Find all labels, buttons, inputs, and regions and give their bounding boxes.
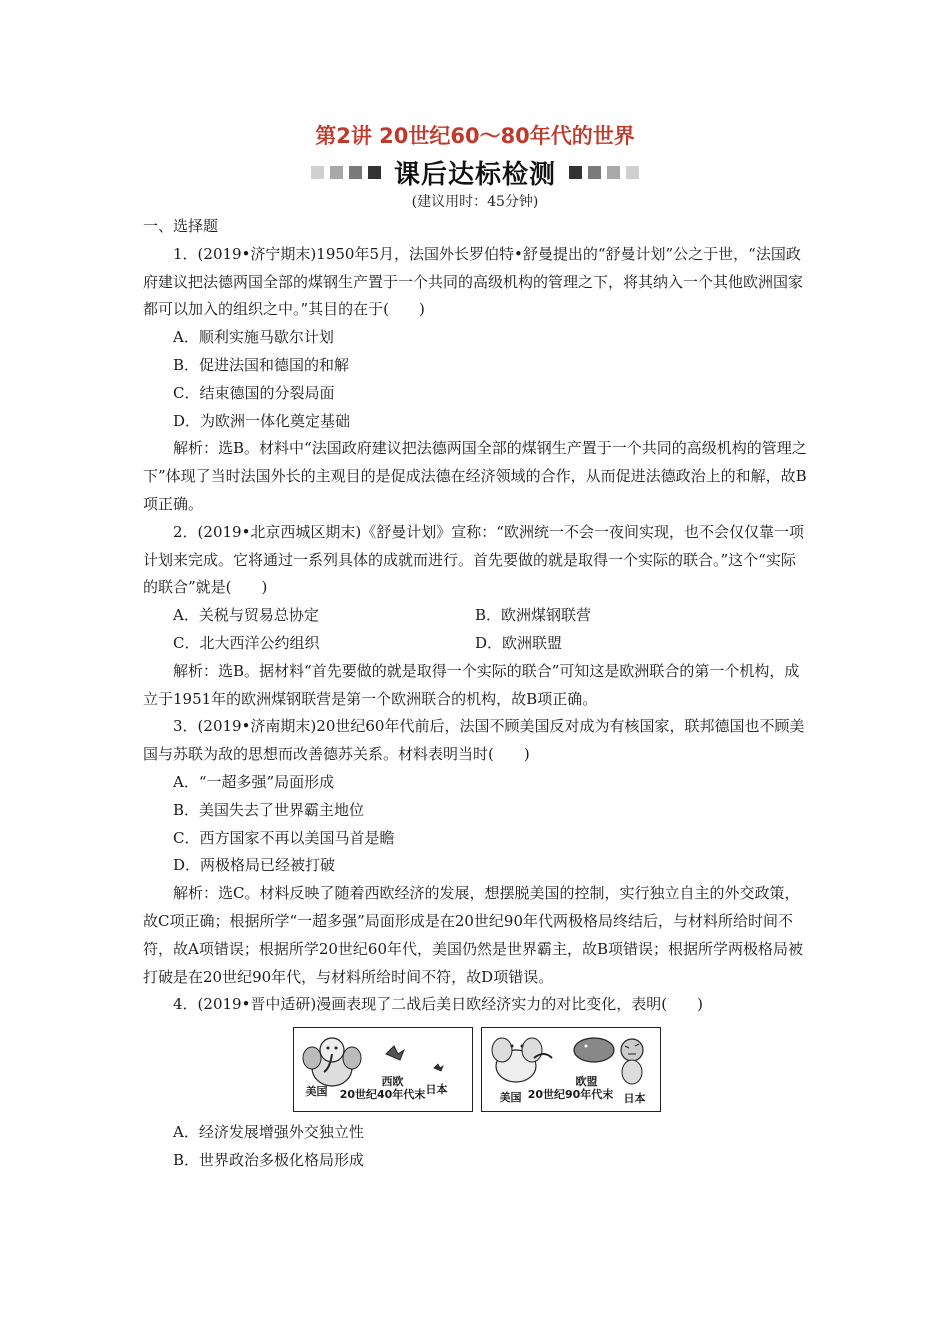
banner-square: [588, 166, 601, 179]
banner-square: [626, 166, 639, 179]
time-note: (建议用时：45分钟): [411, 194, 539, 210]
section-heading: 一、选择题: [143, 217, 219, 235]
option-row: [143, 630, 810, 658]
option: D．为欧洲一体化奠定基础: [173, 411, 351, 430]
question-stem: 1．(2019•济宁期末)1950年5月，法国外长罗伯特•舒曼提出的“舒曼计划”公之于世，“法国政府建议把法德两国全部的煤钢生产置于一个共同的高级机构的管理之下，将其纳入一个其他欧洲国家都可以加入的组织之中。”其目的在于( ): [143, 244, 804, 319]
cartoon-figure: [143, 1027, 810, 1112]
option: A．关税与贸易总协定: [173, 606, 319, 625]
banner-square: [368, 166, 381, 179]
banner-square: [569, 166, 582, 179]
caption-1940s: 20世纪40年代末: [339, 1088, 426, 1102]
banner-square: [311, 166, 324, 179]
option: D．两极格局已经被打破: [173, 856, 336, 875]
option: A．“一超多强”局面形成: [173, 772, 335, 791]
question-list: [143, 213, 810, 1175]
option: B．促进法国和德国的和解: [173, 355, 350, 374]
question-stem: 4．(2019•晋中适研)漫画表现了二战后美日欧经济实力的对比变化，表明( ): [173, 995, 703, 1014]
analysis-text: 解析：选C。材料反映了随着西欧经济的发展，想摆脱美国的控制，实行独立自主的外交政策，故C项正确；根据所学“一超多强”局面形成是在20世纪90年代两极格局终结后，与材料所给时间不符，故A项错误；根据所学20世纪60年代，美国仍然是世界霸主，故B项错误；根据所学两极格局被打破是在20世纪90年代，与材料所给时间不符，故D项错误。: [143, 884, 804, 986]
label-usa: 美国: [305, 1085, 328, 1099]
banner-square: [607, 166, 620, 179]
option: C．西方国家不再以美国马首是瞻: [173, 828, 395, 847]
caption-1990s: 20世纪90年代末: [527, 1088, 614, 1102]
option: B．欧洲煤钢联营: [475, 606, 592, 625]
option: A．顺利实施马歇尔计划: [173, 328, 334, 347]
section-banner: [0, 157, 950, 190]
cartoon-panel-1990s: [481, 1027, 661, 1112]
cartoon-panel-1940s: [293, 1027, 473, 1112]
option: D．欧洲联盟: [475, 633, 563, 652]
label-eu: 欧盟: [575, 1075, 598, 1089]
option: B．美国失去了世界霸主地位: [173, 800, 365, 819]
option: A．经济发展增强外交独立性: [173, 1123, 364, 1142]
question-stem: 2．(2019•北京西城区期末)《舒曼计划》宣称：“欧洲统一不会一夜间实现，也不会仅仅靠一项计划来完成。它将通过一系列具体的成就而进行。首先要做的就是取得一个实际的联合。”这个“实际的联合”就是( ): [143, 522, 804, 597]
option-row: [143, 602, 810, 630]
lesson-title: 第2讲 20世纪60～80年代的世界: [315, 124, 635, 148]
option: B．世界政治多极化格局形成: [173, 1150, 365, 1169]
analysis-text: 解析：选B。材料中“法国政府建议把法德两国全部的煤钢生产置于一个共同的高级机构的管理之下”体现了当时法国外长的主观目的是促成法德在经济领域的合作，从而促进法德政治上的和解，故B项正确。: [143, 439, 807, 513]
label-usa: 美国: [499, 1091, 522, 1105]
question-stem: 3．(2019•济南期末)20世纪60年代前后，法国不顾美国反对成为有核国家，联邦德国也不顾美国与苏联为敌的思想而改善德苏关系。材料表明当时( ): [143, 717, 805, 764]
label-western-europe: 西欧: [381, 1075, 404, 1089]
banner-square: [330, 166, 343, 179]
banner-title: 课后达标检测: [393, 159, 556, 190]
banner-square: [349, 166, 362, 179]
option: C．结束德国的分裂局面: [173, 383, 335, 402]
label-japan: 日本: [623, 1092, 646, 1106]
label-japan: 日本: [425, 1083, 448, 1097]
analysis-text: 解析：选B。据材料“首先要做的就是取得一个实际的联合”可知这是欧洲联合的第一个机构，成立于1951年的欧洲煤钢联营是第一个欧洲联合的机构，故B项正确。: [143, 661, 800, 708]
option: C．北大西洋公约组织: [173, 633, 320, 652]
